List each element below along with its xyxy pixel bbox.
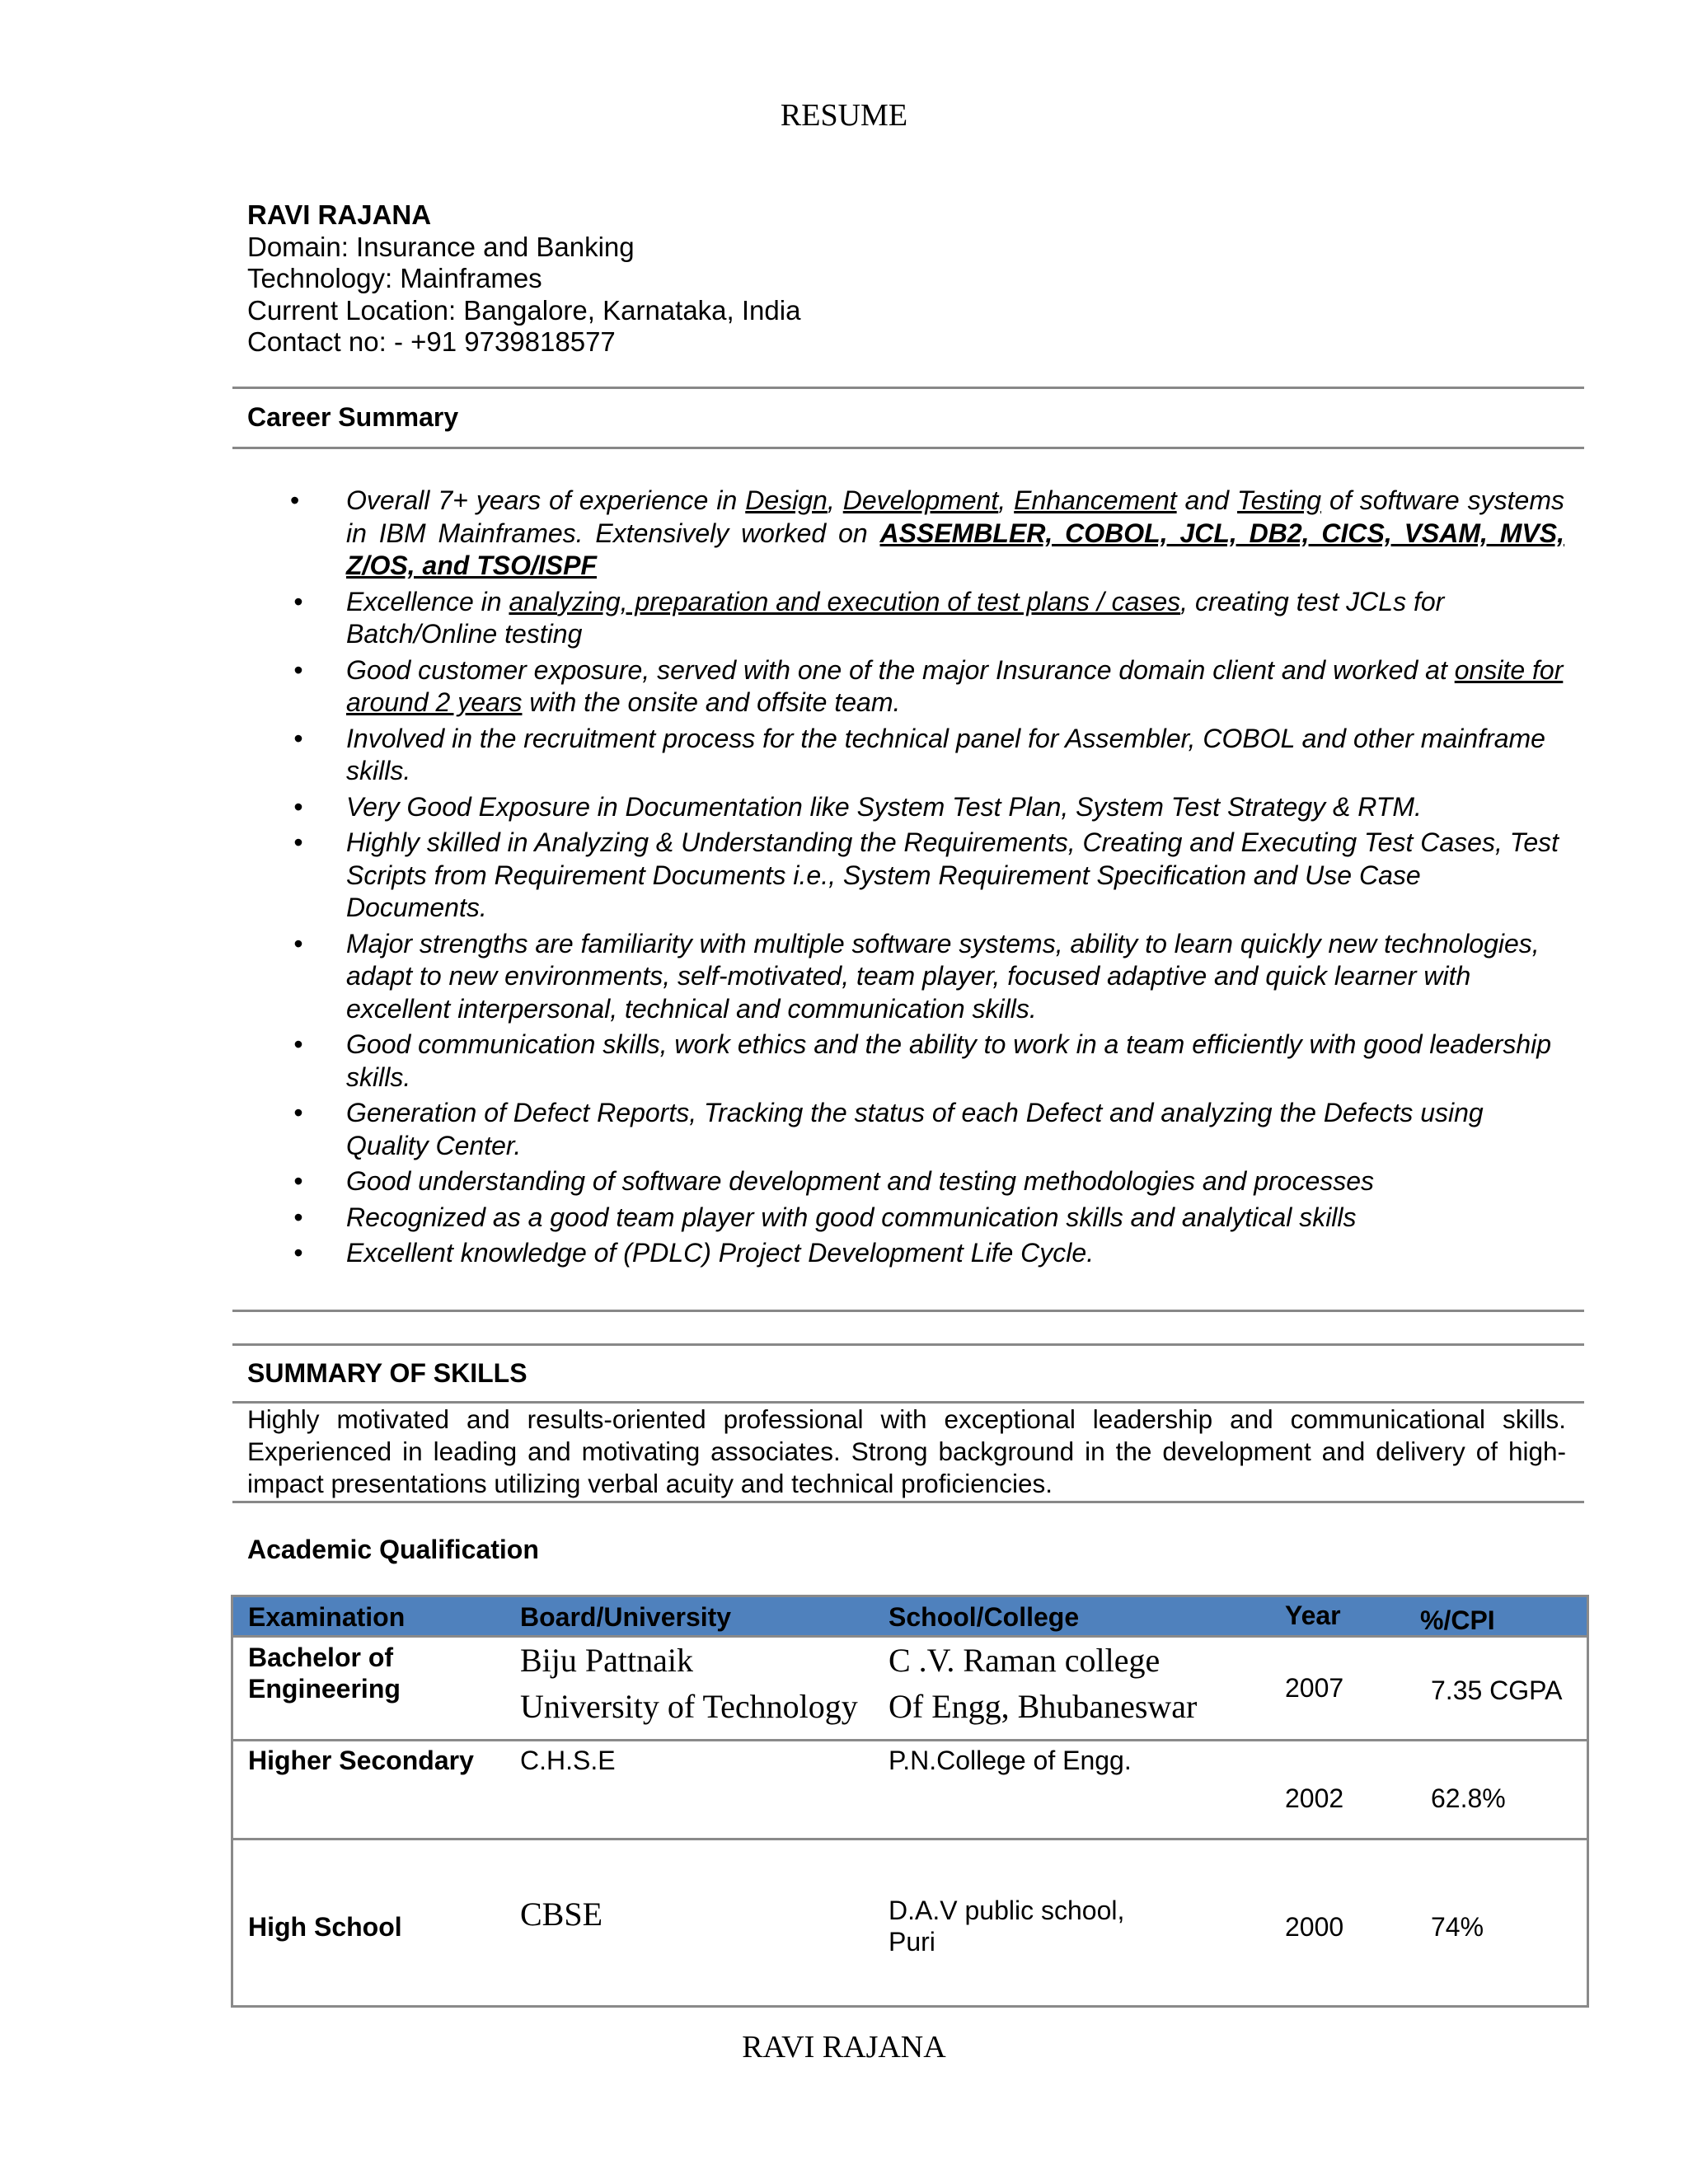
divider: [232, 387, 1584, 389]
school-cell: D.A.V public school, Puri: [889, 1896, 1125, 1957]
footer-name: RAVI RAJANA: [742, 2030, 946, 2064]
domain-line: Domain: Insurance and Banking: [247, 231, 635, 262]
cpi-cell: 74%: [1431, 1912, 1484, 1942]
list-item: • Involved in the recruitment process for the technical panel for Assembler, COBOL and other mainframe skills.: [290, 723, 1564, 788]
divider: [232, 1310, 1584, 1312]
list-item: • Highly skilled in Analyzing & Understanding the Requirements, Creating and Executing Test Cases, Test Scripts from Requirement Documents i.e., System Requirement Specification and Use Case Documents.: [290, 827, 1564, 925]
skills-paragraph: Highly motivated and results-oriented professional with exceptional leadership and communicational skills. Experienced in leading and motivating associates. Strong background in the development and delivery of high-impact presentations utilizing verbal acuity and technical proficiencies.: [247, 1404, 1566, 1498]
year-cell: 2002: [1285, 1783, 1344, 1813]
divider: [232, 447, 1584, 449]
technology-line: Technology: Mainframes: [247, 263, 542, 293]
bullet-icon: •: [293, 586, 303, 616]
school-cell: P.N.College of Engg.: [889, 1746, 1132, 1775]
bullet-icon: •: [293, 1166, 303, 1196]
header-cpi: %/CPI: [1420, 1605, 1495, 1635]
bullet-icon: •: [293, 654, 303, 685]
exam-cell: Bachelor of Engineering: [248, 1643, 401, 1704]
list-item: • Generation of Defect Reports, Tracking the status of each Defect and analyzing the Defects using Quality Center.: [290, 1097, 1564, 1162]
exam-cell: High School: [248, 1912, 402, 1942]
bullet-icon: •: [290, 485, 300, 515]
table-row: [233, 1638, 1587, 1741]
list-item: • Overall 7+ years of experience in Design, Development, Enhancement and Testing of software systems in IBM Mainframes. Extensively worked on ASSEMBLER, COBOL, JCL, DB2, CICS, VSAM, MVS, Z/OS, and TSO/ISPF: [290, 485, 1565, 580]
personal-info: [247, 199, 800, 359]
list-item: • Excellence in analyzing, preparation and execution of test plans / cases, creating test JCLs for Batch/Online testing: [290, 586, 1564, 651]
header-school: School/College: [889, 1602, 1080, 1632]
header-year: Year: [1285, 1601, 1341, 1630]
bullet-icon: •: [293, 723, 303, 753]
bullet-icon: •: [293, 1098, 303, 1127]
year-cell: 2000: [1285, 1912, 1344, 1942]
location-line: Current Location: Bangalore, Karnataka, India: [247, 294, 801, 326]
list-item: • Recognized as a good team player with good communication skills and analytical skills: [290, 1202, 1564, 1235]
skills-heading: SUMMARY OF SKILLS: [247, 1358, 528, 1388]
list-item: • Very Good Exposure in Documentation like System Test Plan, System Test Strategy & RTM.: [290, 791, 1564, 824]
bullet-icon: •: [293, 791, 303, 822]
table-row: [233, 1840, 1587, 2005]
list-item: • Good communication skills, work ethics and the ability to work in a team efficiently with good leadership skills.: [290, 1029, 1564, 1094]
divider: [232, 1343, 1584, 1346]
academic-table: [231, 1595, 1589, 2008]
board-cell: Biju Pattnaik University of Technology: [520, 1642, 858, 1725]
year-cell: 2007: [1285, 1673, 1344, 1703]
school-cell: C .V. Raman college Of Engg, Bhubaneswar: [889, 1642, 1198, 1725]
list-item: • Major strengths are familiarity with multiple software systems, ability to learn quickly new technologies, adapt to new environments, self-motivated, team player, focused adaptive and quick learner with excellent interpersonal, technical and communication skills.: [290, 928, 1564, 1026]
career-summary-heading: Career Summary: [247, 402, 459, 432]
table-header-row: [233, 1597, 1587, 1638]
board-cell: CBSE: [520, 1896, 603, 1933]
contact-line: Contact no: - +91 9739818577: [247, 326, 616, 357]
bullet-icon: •: [293, 827, 303, 857]
cpi-cell: 7.35 CGPA: [1431, 1675, 1563, 1705]
exam-cell: Higher Secondary: [248, 1746, 474, 1775]
resume-title: RESUME: [780, 98, 908, 133]
divider: [232, 1501, 1584, 1503]
bullet-icon: •: [293, 1029, 303, 1059]
list-item: • Good understanding of software development and testing methodologies and processes: [290, 1165, 1564, 1198]
career-summary-list: [290, 485, 1564, 1273]
academic-heading: Academic Qualification: [247, 1535, 539, 1564]
list-item: • Good customer exposure, served with one of the major Insurance domain client and worked at onsite for around 2 years with the onsite and offsite team.: [290, 654, 1564, 719]
candidate-name: RAVI RAJANA: [247, 199, 432, 230]
list-item: • Excellent knowledge of (PDLC) Project Development Life Cycle.: [290, 1237, 1564, 1270]
bullet-icon: •: [293, 1238, 303, 1268]
header-examination: Examination: [248, 1602, 406, 1632]
board-cell: C.H.S.E: [520, 1746, 616, 1775]
table-row: [233, 1741, 1587, 1840]
cpi-cell: 62.8%: [1431, 1783, 1506, 1813]
bullet-icon: •: [293, 1202, 303, 1232]
header-board: Board/University: [520, 1602, 732, 1632]
bullet-icon: •: [293, 928, 303, 958]
